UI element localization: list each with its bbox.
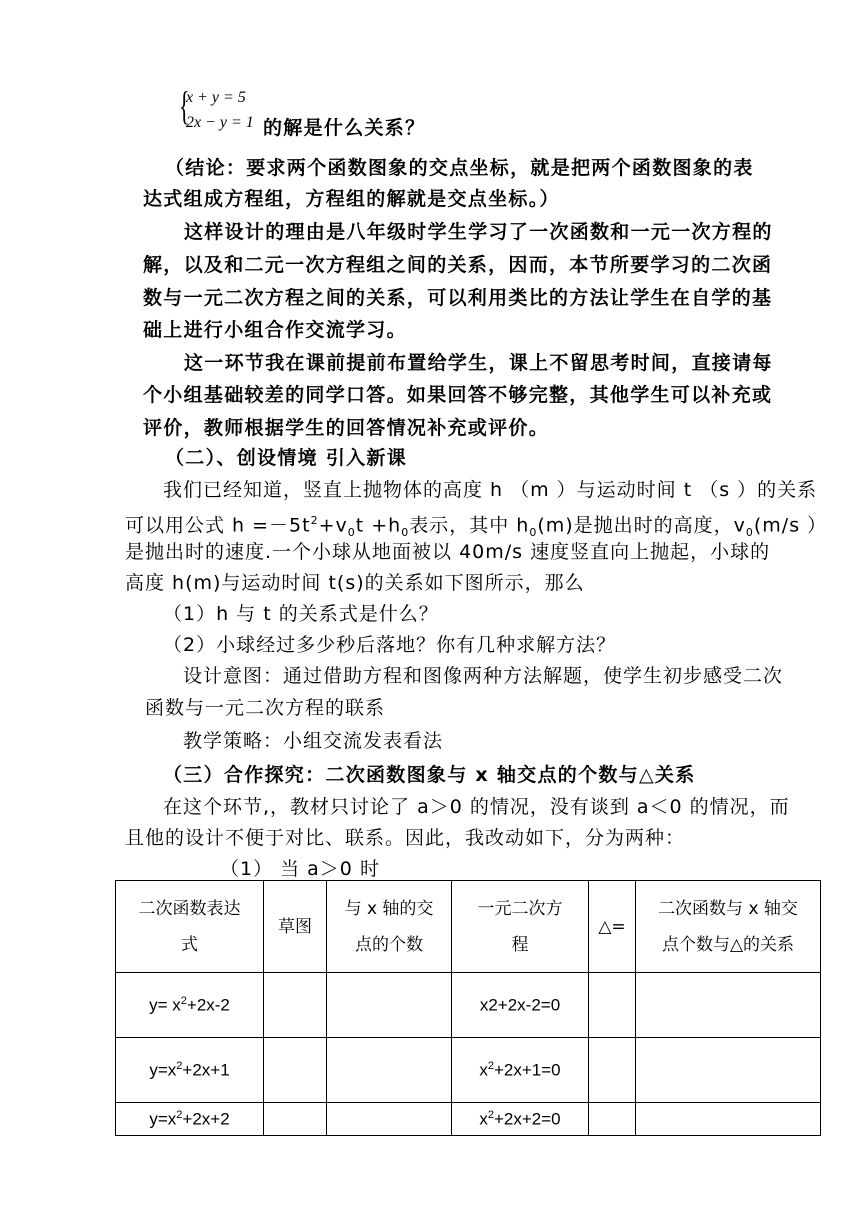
equation-cell: x2+2x-2=0	[452, 973, 589, 1038]
header-relationship: 二次函数与 x 轴交 点个数与△的关系	[636, 881, 821, 973]
section3-para-line-2: 且他的设计不便于对比、联系。因此，我改动如下，分为两种：	[125, 827, 686, 849]
header-intersection-count: 与 x 轴的交 点的个数	[327, 881, 452, 973]
table-row	[116, 1103, 821, 1136]
table-row	[116, 1038, 821, 1103]
header-quadratic-equation: 一元二次方 程	[452, 881, 589, 973]
reason-line-2: 解，以及和二元一次方程组之间的关系，因而，本节所要学习的二次函	[143, 254, 773, 276]
section2-question-2: （2）小球经过多少秒后落地？你有几种求解方法？	[163, 634, 617, 656]
count-cell	[327, 1103, 452, 1136]
sketch-cell	[264, 1103, 327, 1136]
count-cell	[327, 1038, 452, 1103]
header-discriminant: △=	[589, 881, 636, 973]
arrangement-line-3: 评价，教师根据学生的回答情况补充或评价。	[143, 417, 550, 439]
discriminant-cell	[589, 973, 636, 1038]
design-intent-line-1: 设计意图：通过借助方程和图像两种方法解题，使学生初步感受二次	[183, 665, 784, 687]
section2-para-line-2: 可以用公式 $h =-5t^2+v_0t +h_0$表示，其中 $h_0(m)$是抛出时的高度，$v_0(m/s$ ）	[125, 514, 828, 540]
section2-question-1: （1）h 与 t 的关系式是什么？	[163, 603, 439, 625]
function-cell: $y=x^2+2x+1$	[116, 1038, 264, 1103]
discriminant-cell	[589, 1038, 636, 1103]
table-row	[116, 973, 821, 1038]
relationship-cell	[636, 973, 821, 1038]
reason-line-4: 础上进行小组合作交流学习。	[143, 319, 407, 341]
sketch-cell	[264, 973, 327, 1038]
equation-cell: $x^2+2x+2=0$	[452, 1103, 589, 1136]
conclusion-line-1: （结论：要求两个函数图象的交点坐标，就是把两个函数图象的表	[165, 157, 754, 179]
system-equation-2: 2x − y = 1	[186, 114, 254, 131]
relationship-cell	[636, 1103, 821, 1136]
section3-para-line-1: 在这个环节,，教材只讨论了 a＞0 的情况，没有谈到 a＜0 的情况，而	[163, 796, 790, 818]
comparison-table	[115, 880, 821, 1136]
reason-line-3: 数与一元二次方程之间的关系，可以利用类比的方法让学生在自学的基	[143, 287, 773, 309]
arrangement-line-2: 个小组基础较差的同学口答。如果回答不够完整，其他学生可以补充或	[143, 384, 773, 406]
section3-heading: （三）合作探究：二次函数图象与 x 轴交点的个数与△关系	[163, 764, 696, 786]
table-header-row	[116, 881, 821, 973]
sketch-cell	[264, 1038, 327, 1103]
design-intent-line-2: 函数与一元二次方程的联系	[145, 697, 386, 719]
case-label: （1） 当 a＞0 时	[220, 858, 380, 880]
left-brace: {	[179, 83, 190, 128]
system-question: 的解是什么关系？	[263, 117, 426, 139]
header-sketch: 草图	[264, 881, 327, 973]
section2-heading: （二）、创设情境 引入新课	[165, 447, 408, 469]
function-cell: $y=x^2+2x+2$	[116, 1103, 264, 1136]
conclusion-line-2: 达式组成方程组，方程组的解就是交点坐标。）	[143, 188, 560, 210]
count-cell	[327, 973, 452, 1038]
header-function-expression: 二次函数表达 式	[116, 881, 264, 973]
equation-cell: $x^2+2x+1=0$	[452, 1038, 589, 1103]
arrangement-line-1: 这一环节我在课前提前布置给学生，课上不留思考时间，直接请每	[184, 352, 773, 374]
section2-para-line-3: 是抛出时的速度.一个小球从地面被以 40m/s 速度竖直向上抛起，小球的	[125, 541, 771, 563]
teaching-strategy: 教学策略：小组交流发表看法	[183, 730, 444, 752]
system-equation-1: x + y = 5	[186, 89, 246, 106]
relationship-cell	[636, 1038, 821, 1103]
reason-line-1: 这样设计的理由是八年级时学生学习了一次函数和一元一次方程的	[184, 221, 773, 243]
discriminant-cell	[589, 1103, 636, 1136]
function-cell: $y= x^2+2x-2$	[116, 973, 264, 1038]
section2-para-line-4: 高度 h(m)与运动时间 t(s)的关系如下图所示，那么	[125, 572, 585, 594]
section2-para-line-1: 我们已经知道，竖直上抛物体的高度 h （m ）与运动时间 t （s ）的关系	[163, 479, 818, 501]
